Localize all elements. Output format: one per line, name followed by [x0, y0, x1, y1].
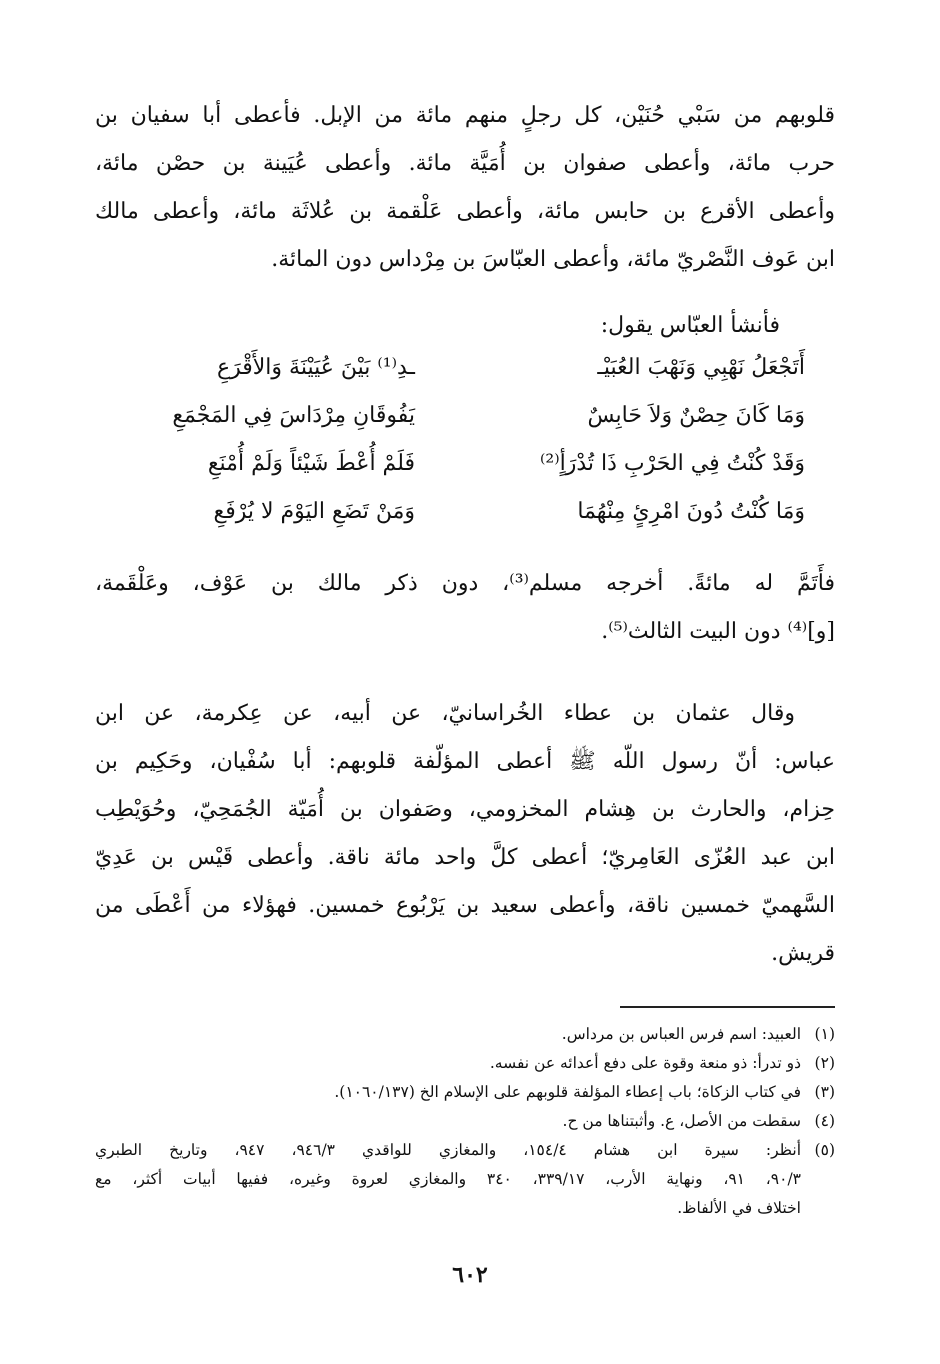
text-line: عباس: أنّ رسول اللّه ﷺ أعطى المؤلّفة قلوبهم: أبا سُفْيان، وحَكِيم بن [95, 749, 835, 774]
text-line: حِزام، والحارث بن هِشام المخزومي، وصَفوان بن أُمَيّة الجُمَحِيّ، وحُوَيْطِب [95, 797, 835, 822]
text-line: وقال عثمان بن عطاء الخُراسانيّ، عن أبيه، عن عِكرمة، عن ابن [95, 701, 795, 726]
poem-intro: فأنشأ العبّاس يقول: [600, 313, 780, 338]
footnote [95, 1020, 835, 1049]
footnote [95, 1078, 835, 1107]
poem-verse [95, 344, 835, 392]
spacer [95, 656, 835, 690]
text-line: وأعطى الأقرع بن حابس مائة، وأعطى عَلْقمة بن عُلاثَة مائة، وأعطى مالك [95, 199, 835, 224]
page-number: ٦٠٢ [452, 1262, 488, 1288]
footnote-number: (٤) [814, 1112, 835, 1130]
footnote [95, 1136, 835, 1223]
footnote-text [95, 1049, 801, 1078]
footnote-text [95, 1020, 801, 1049]
verse-first-hemistich: وَقَدْ كُنْتُ فِي الحَرْبِ ذَا تُدْرَأٍ⁽²⁾ [539, 451, 805, 476]
footnote-line: أنظر: سيرة ابن هشام ١٥٤/٤، والمغازي للواقدي ٩٤٦/٣، ٩٤٧، وتاريخ الطبري [95, 1141, 802, 1159]
footnote-line: اختلاف في الألفاظ. [677, 1199, 801, 1217]
footnote [95, 1049, 835, 1078]
footnote-text [95, 1078, 801, 1107]
verse-second-hemistich: يَفُوقَانِ مِرْدَاسَ فِي المَجْمَعِ [172, 403, 415, 428]
poem [95, 344, 835, 536]
footnote-number: (٣) [814, 1083, 835, 1101]
verse-second-hemistich: فَلَمْ أُعْطَ شَيْئاً وَلَمْ أُمْنَعِ [207, 451, 415, 476]
verse-second-hemistich: ـدِ⁽¹⁾ بَيْنَ عُيَيْنَةَ وَالأَقْرَعِ [216, 355, 415, 380]
footnote-text [95, 1136, 801, 1223]
verse-first-hemistich: أَتَجْعَلُ نَهْبِي وَنَهْبَ العُبَيْـ [597, 355, 805, 380]
footnote-text [95, 1107, 801, 1136]
spacer [95, 284, 835, 308]
text-line: ابن عبد العُزّى العَامِريّ؛ أعطى كلَّ واحد مائة ناقة. وأعطى قَيْس بن عَدِيّ [95, 845, 835, 870]
verse-second-hemistich: وَمَنْ تَضَعِ اليَوْمَ لا يُرْفَعِ [213, 499, 415, 524]
footnote-line: سقطت من الأصل، ع. وأثبتناها من ح. [562, 1112, 801, 1130]
paragraph-2 [95, 560, 835, 656]
text-line: حرب مائة، وأعطى صفوان بن أُمَيَّة مائة. وأعطى عُيَينة بن حصْن مائة، [95, 151, 835, 176]
footnote-line: العبيد: اسم فرس العباس بن مرداس. [561, 1025, 801, 1043]
footnote [95, 1107, 835, 1136]
footnote-divider [620, 1006, 835, 1008]
text-line: السَّهميّ خمسين ناقة، وأعطى سعيد بن يَرْبُوع خمسين. فهؤلاء من أَعْطَى من [95, 893, 835, 918]
footnote-line: ٩٠/٣، ٩١، ونهاية الأرب، ٣٣٩/١٧، ٣٤٠ والمغازي لعروة وغيره، ففيها أبيات أكثر، مع [95, 1170, 801, 1188]
page-body [95, 92, 835, 1223]
footnotes [95, 1020, 835, 1223]
paragraph-1 [95, 92, 835, 284]
verse-first-hemistich: وَمَا كَانَ حِصْنٌ وَلاَ حَابِسٌ [587, 403, 805, 428]
paragraph-3 [95, 690, 835, 978]
footnote-number: (١) [814, 1025, 835, 1043]
poem-verse [95, 488, 835, 536]
verse-first-hemistich: وَمَا كُنْتُ دُونَ امْرِئٍ مِنْهُمَا [577, 499, 805, 524]
footnote-line: ذو تدرأ: ذو منعة وقوة على دفع أعدائه عن نفسه. [489, 1054, 801, 1072]
text-line: [و]⁽⁴⁾ دون البيت الثالث⁽⁵⁾. [601, 619, 835, 644]
text-line: قريش. [771, 941, 835, 966]
text-line: قلوبهم من سَبْي حُنَيْن، كل رجلٍ منهم مائة من الإبل. فأعطى أبا سفيان بن [95, 103, 835, 128]
spacer [95, 536, 835, 560]
poem-verse [95, 440, 835, 488]
text-line: ابن عَوف النَّصْريّ مائة، وأعطى العبّاسَ بن مِرْداس دون المائة. [271, 247, 835, 272]
text-line: فأَتَمَّ له مائةً. أخرجه مسلم⁽³⁾، دون ذكر مالك بن عَوْف، وعَلْقَمة، [95, 571, 835, 596]
poem-verse [95, 392, 835, 440]
footnote-line: في كتاب الزكاة؛ باب إعطاء المؤلفة قلوبهم على الإسلام الخ (١٠٦٠/١٣٧). [334, 1083, 801, 1101]
footnote-number: (٢) [814, 1054, 835, 1072]
footnote-number: (٥) [814, 1141, 835, 1159]
